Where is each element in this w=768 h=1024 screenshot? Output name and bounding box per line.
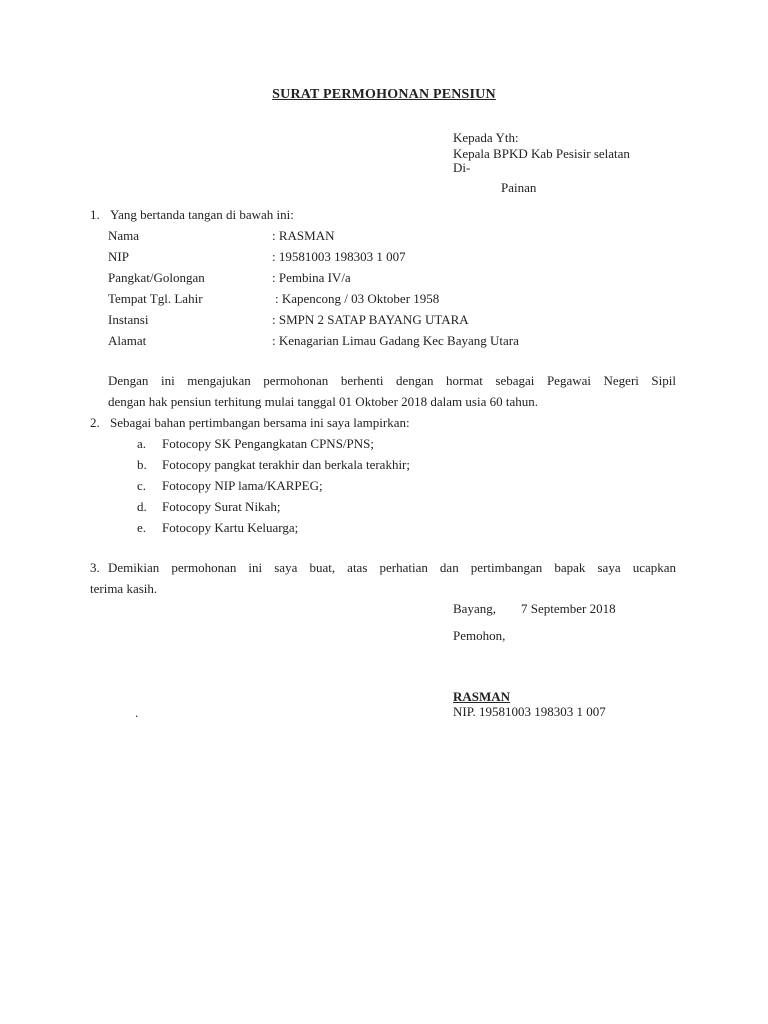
recipient-line-1: Kepada Yth: <box>453 130 519 145</box>
list-marker: d. <box>137 499 147 514</box>
field-label: Tempat Tgl. Lahir <box>108 291 203 306</box>
field-label: Nama <box>108 228 140 243</box>
list-marker: c. <box>137 478 147 493</box>
signatory-nip: NIP. 19581003 198303 1 007 <box>453 704 606 719</box>
field-value: : RASMAN <box>272 228 335 243</box>
field-label: NIP <box>108 249 129 264</box>
field-value: : Kapencong / 03 Oktober 1958 <box>275 291 440 306</box>
field-label: Pangkat/Golongan <box>108 270 205 285</box>
field-value: : Kenagarian Limau Gadang Kec Bayang Utara <box>272 333 519 348</box>
field-label: Instansi <box>108 312 149 327</box>
list-marker: e. <box>137 520 147 535</box>
field-value: : SMPN 2 SATAP BAYANG UTARA <box>272 312 469 327</box>
section-1-number: 1. <box>90 207 100 222</box>
section-2-intro: Sebagai bahan pertimbangan bersama ini saya lampirkan: <box>110 415 410 430</box>
section-1-intro: Yang bertanda tangan di bawah ini: <box>110 207 294 222</box>
list-item: Fotocopy Surat Nikah; <box>162 499 281 514</box>
field-value: : 19581003 198303 1 007 <box>272 249 406 264</box>
closing-place: Bayang, <box>453 601 496 616</box>
section-1-paragraph-line-1: Dengan ini mengajukan permohonan berhenti dengan hormat sebagai Pegawai Negeri Sipil <box>108 373 676 388</box>
signatory-name: RASMAN <box>453 689 511 704</box>
section-1-paragraph-line-2: dengan hak pensiun terhitung mulai tanggal 01 Oktober 2018 dalam usia 60 tahun. <box>108 394 538 409</box>
section-3-line-2: terima kasih. <box>90 581 158 596</box>
document-title: SURAT PERMOHONAN PENSIUN <box>272 87 496 102</box>
section-3-line-1: Demikian permohonan ini saya buat, atas perhatian dan pertimbangan bapak saya ucapkan <box>108 560 676 575</box>
closing-date: 7 September 2018 <box>521 601 616 616</box>
list-marker: a. <box>137 436 147 451</box>
list-item: Fotocopy SK Pengangkatan CPNS/PNS; <box>162 436 374 451</box>
recipient-line-4: Painan <box>501 180 537 195</box>
field-value: : Pembina IV/a <box>272 270 351 285</box>
stray-dot: . <box>135 705 139 720</box>
section-3-number: 3. <box>90 560 100 575</box>
section-2-number: 2. <box>90 415 100 430</box>
field-label: Alamat <box>108 333 147 348</box>
closing-role: Pemohon, <box>453 628 506 643</box>
list-marker: b. <box>137 457 147 472</box>
recipient-line-2: Kepala BPKD Kab Pesisir selatan <box>453 146 630 161</box>
list-item: Fotocopy NIP lama/KARPEG; <box>162 478 323 493</box>
list-item: Fotocopy Kartu Keluarga; <box>162 520 299 535</box>
recipient-line-3: Di- <box>453 160 471 175</box>
list-item: Fotocopy pangkat terakhir dan berkala terakhir; <box>162 457 410 472</box>
